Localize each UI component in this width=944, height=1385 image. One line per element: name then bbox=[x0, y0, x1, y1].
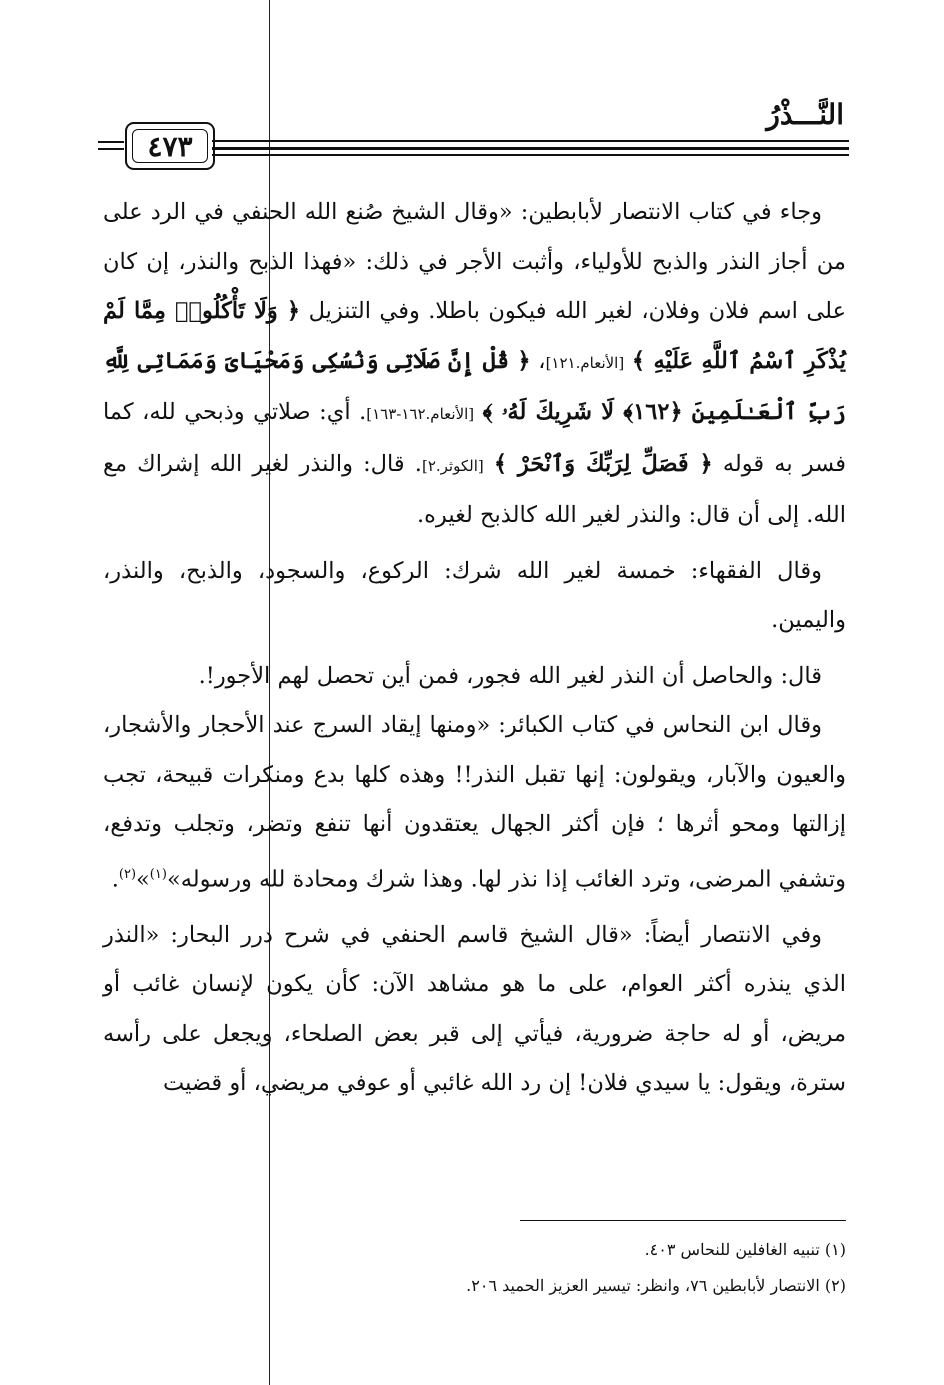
paragraph-4-text: وقال ابن النحاس في كتاب الكبائر: «ومنها إيقاد السرج عند الأحجار والأشجار، والعيون والآبار، ويقولون: إنها تقبل النذر!! وهذه كلها بدع ومنكرات قبيحة، تجب إزالتها ومحو أثرها ؛ فإن أكثر الجهال يعتقدون أنها تنفع وتضر، وتجلب وتدفع، وتشفي المرضى، وترد الغائب إذا نذر لها. وهذا شرك ومحادة لله ورسوله» bbox=[103, 712, 846, 892]
paragraph-2: وقال الفقهاء: خمسة لغير الله شرك: الركوع، والسجود، والذبح، والنذر، واليمين. bbox=[103, 557, 846, 633]
chapter-title: النَّـــذْرُ bbox=[766, 98, 844, 131]
separator: ، bbox=[530, 347, 546, 374]
header-rule-bottom bbox=[212, 154, 849, 156]
page-number-ornament bbox=[98, 141, 124, 155]
footnote-1: (١) تنبيه الغافلين للنحاس ٤٠٣. bbox=[644, 1240, 846, 1259]
verse-reference-1: [الأنعام.١٢١] bbox=[545, 353, 625, 372]
paragraph-4 bbox=[103, 701, 846, 905]
paragraph-1-middle: . أي: صلاتي وذبحي لله، كما فسر به قوله bbox=[103, 399, 847, 477]
footnotes bbox=[103, 1232, 846, 1304]
footnote-marker-2[interactable]: (٢) bbox=[118, 866, 137, 882]
quran-verse-3: ﴿ فَصَلِّ لِرَبِّكَ وَٱنْحَرْ ﴾ bbox=[493, 450, 713, 477]
footnote-2: (٢) الانتصار لأبابطين ٧٦، وانظر: تيسير العزيز الحميد ٢٠٦. bbox=[466, 1276, 846, 1295]
main-text bbox=[103, 188, 846, 1109]
header-rule-middle bbox=[212, 147, 849, 150]
paragraph-4-end: . bbox=[111, 866, 119, 892]
footnote-separator bbox=[520, 1220, 846, 1221]
page-number-frame bbox=[125, 122, 215, 170]
footnote-marker-1[interactable]: (١) bbox=[149, 866, 167, 882]
paragraph-5: وفي الانتصار أيضاً: «قال الشيخ قاسم الحنفي في شرح درر البحار: «النذر الذي ينذره أكثر العوام، على ما هو مشاهد الآن: كأن يكون لإنسان غائب أو مريض، أو له حاجة ضرورية، فيأتي إلى قبر بعض الصلحاء، ويجعل على رأسه سترة، ويقول: يا سيدي فلان! إن رد الله غائبي أو عوفي مريضي، أو قضيت bbox=[103, 921, 846, 1096]
paragraph-1 bbox=[103, 188, 846, 541]
header-rule-top bbox=[212, 140, 849, 142]
paragraph-3: قال: والحاصل أن النذر لغير الله فجور، فمن أين تحصل لهم الأجور!. bbox=[198, 662, 822, 689]
quran-verse-1: ﴿ وَلَا تَأْكُلُوا۟ مِمَّا لَمْ يُذْكَرِ ٱسْمُ ٱللَّهِ عَلَيْهِ ﴾ bbox=[103, 298, 846, 374]
paragraph-1-end: . قال: والنذر لغير الله إشراك مع الله. إلى أن قال: والنذر لغير الله كالذبح لغيره. bbox=[103, 450, 846, 528]
closing-quote: » bbox=[136, 866, 150, 892]
quran-verse-2: ﴿ قُلْ إِنَّ صَلَاتِى وَنُسُكِى وَمَحْيَاىَ وَمَمَاتِى لِلَّهِ رَبِّ ٱلْعَـٰلَمِينَ ﴿١٦٢﴾ لَا شَرِيكَ لَهُۥ ﴾ bbox=[103, 347, 846, 425]
verse-reference-3: [الكوثر.٢] bbox=[421, 456, 484, 475]
page-number: ٤٧٣ bbox=[132, 129, 208, 163]
paragraph-1-text: وجاء في كتاب الانتصار لأبابطين: «وقال الشيخ صُنع الله الحنفي في الرد على من أجاز النذر والذبح للأولياء، وأثبت الأجر في ذلك: «فهذا الذبح والنذر، إن كان على اسم فلان وفلان، لغير الله فيكون باطلا. وفي التنزيل bbox=[103, 199, 846, 324]
verse-reference-2: [الأنعام.١٦٢-١٦٣] bbox=[366, 405, 475, 423]
